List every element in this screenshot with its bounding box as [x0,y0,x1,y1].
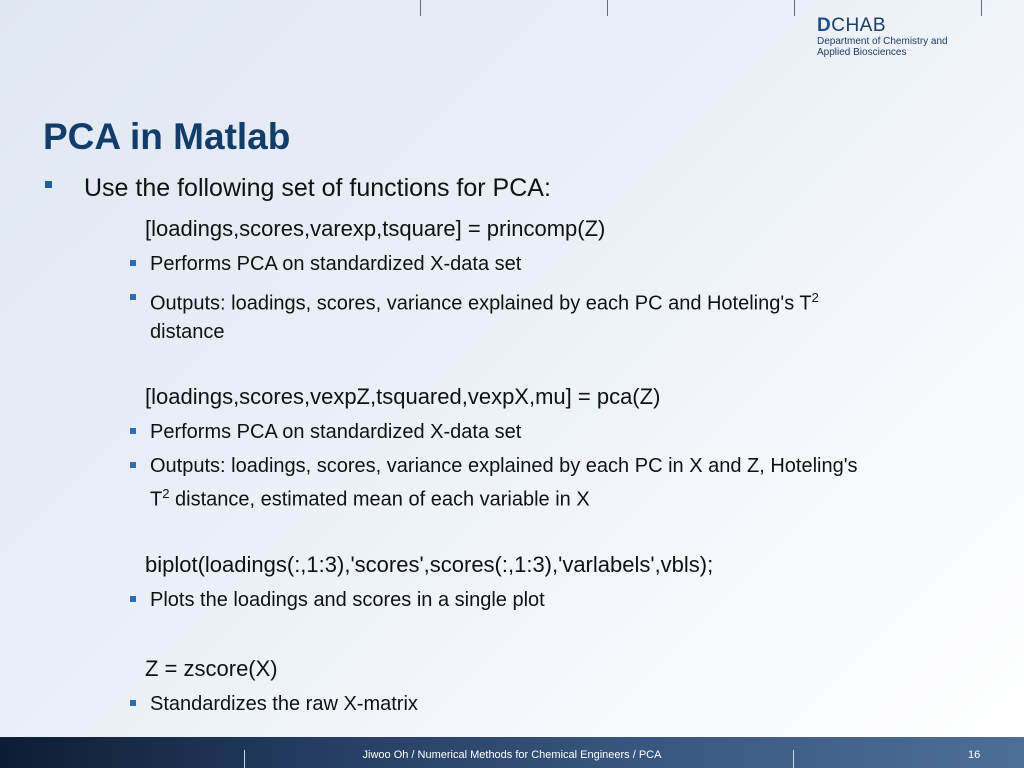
code-line-zscore: Z = zscore(X) [145,656,278,681]
code-line-pca: [loadings,scores,vexpZ,tsquared,vexpX,mu] = pca(Z) [145,384,661,409]
bullet-square-icon [45,181,52,188]
sub-bullet-icon [130,428,136,434]
logo-mark [817,16,948,36]
logo-department-line: Applied Biosciences [817,47,907,58]
sub-bullet-icon [130,462,136,468]
sub-bullet-text-part: Outputs: loadings, scores, variance explained by each PC and Hoteling's T [150,292,812,315]
sub-bullet-text-part: distance, estimated mean of each variable in X [169,488,590,511]
sub-bullet-text: Plots the loadings and scores in a single plot [150,589,545,611]
top-divider-tick [981,0,982,16]
sub-bullet-icon [130,294,136,300]
slide-title: PCA in Matlab [43,116,291,157]
sub-bullet-text [150,452,980,514]
superscript: 2 [811,290,819,305]
top-divider-tick [607,0,608,16]
sub-bullet-icon [130,260,136,266]
logo-mark-d: D [817,15,832,36]
sub-bullet-text: Performs PCA on standardized X-data set [150,253,522,275]
slide-footer [0,737,1024,768]
top-divider-tick [794,0,795,16]
intro-bullet-text: Use the following set of functions for PCA: [84,174,551,202]
page-number: 16 [968,749,981,761]
top-divider-tick [420,0,421,16]
sub-bullet-text-part: Outputs: loadings, scores, variance explained by each PC in X and Z, Hoteling's [150,455,858,477]
dchab-logo [817,16,948,58]
superscript: 2 [162,486,170,501]
sub-bullet-icon [130,596,136,602]
sub-bullet-text: Standardizes the raw X-matrix [150,693,418,715]
logo-mark-text: CHAB [831,15,887,36]
code-line-biplot: biplot(loadings(:,1:3),'scores',scores(:,1:3),'varlabels',vbls); [145,552,714,577]
footer-text: Jiwoo Oh / Numerical Methods for Chemical Engineers / PCA [362,749,662,761]
sub-bullet-text: Performs PCA on standardized X-data set [150,421,522,443]
sub-bullet-text-part: T [150,488,163,511]
sub-bullet-text-part: distance [150,320,225,343]
sub-bullet-icon [130,700,136,706]
logo-department-line: Department of Chemistry and [817,36,948,47]
code-line-princomp: [loadings,scores,varexp,tsquare] = princomp(Z) [145,216,606,241]
sub-bullet-text [150,284,980,346]
